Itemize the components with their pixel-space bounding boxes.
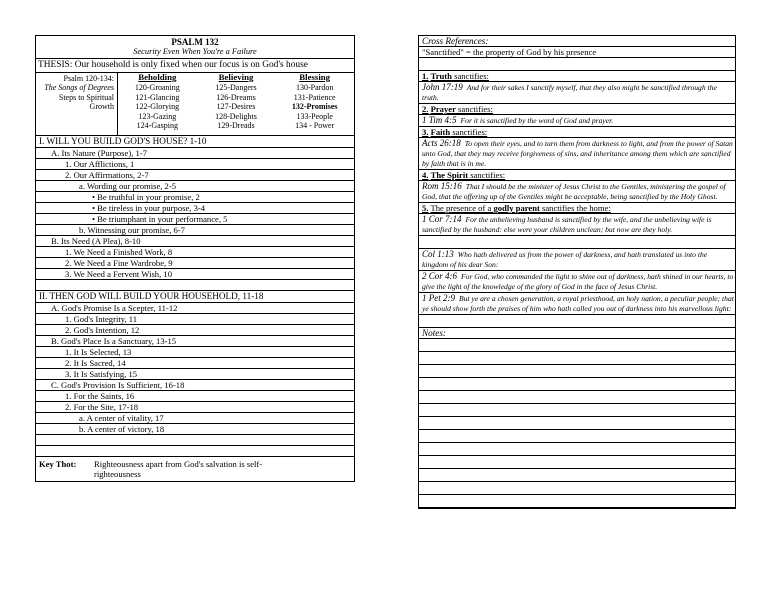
- grid-intro-line: The Songs of Degrees: [44, 83, 114, 93]
- notes-line[interactable]: [419, 495, 735, 508]
- notes-area: [419, 339, 735, 508]
- verse-ref: 2 Cor 4:6: [422, 271, 458, 281]
- heading-number: 1.: [422, 71, 429, 81]
- verse-1-pet-2-9: [419, 293, 735, 315]
- grid-item: 126-Dreams: [216, 92, 256, 102]
- outline-item: 1. It Is Selected, 13: [36, 347, 354, 358]
- outline-item: 1. We Need a Finished Work, 8: [36, 247, 354, 258]
- grid-item: 133-People: [296, 111, 333, 121]
- verse-ref: John 17:19: [422, 82, 463, 92]
- verse-text: To open their eyes, and to turn them from darkness to light, and from the power of Satan unto God, that they may receive forgiveness of sins, and inheritance among them which are sanctified by faith that is in me.: [422, 139, 733, 168]
- grid-item: 121-Glancing: [135, 92, 180, 102]
- blank-line: [36, 280, 354, 291]
- outline-item: • Be triumphant in your performance, 5: [36, 214, 354, 225]
- heading-keyword: godly parent: [493, 203, 540, 213]
- heading-rest: sanctifies:: [468, 170, 506, 180]
- heading-truth: [419, 71, 735, 82]
- grid-item: 127-Desires: [216, 102, 256, 112]
- outline-item: b. A center of victory, 18: [36, 424, 354, 435]
- heading-number: 2.: [422, 104, 429, 114]
- notes-line[interactable]: [419, 469, 735, 482]
- verse-ref: 1 Pet 2:9: [422, 293, 455, 303]
- heading-godly-parent: [419, 203, 735, 214]
- verse-acts-26-18: [419, 138, 735, 170]
- verse-ref: Acts 26:18: [422, 138, 461, 148]
- outline-item: • Be tireless in your purpose, 3-4: [36, 203, 354, 214]
- blank-line: [36, 435, 354, 446]
- key-thought-label: Key Thot:: [39, 459, 77, 469]
- outline-item: B. Its Need (A Plea), 8-10: [36, 236, 354, 247]
- outline-main-point: II. THEN GOD WILL BUILD YOUR HOUSEHOLD, 11-18: [36, 291, 354, 303]
- notes-line[interactable]: [419, 378, 735, 391]
- verse-ref: 1 Cor 7:14: [422, 214, 462, 224]
- outline-item: 2. It Is Sacred, 14: [36, 358, 354, 369]
- notes-line[interactable]: [419, 417, 735, 430]
- outline-section-1: [36, 136, 354, 280]
- outline-item: 2. God's Intention, 12: [36, 325, 354, 336]
- grid-heading: Believing: [218, 72, 254, 82]
- grid-intro: [36, 73, 118, 135]
- verse-rom-15-16: [419, 181, 735, 203]
- verse-col-1-13: [419, 249, 735, 271]
- notes-line[interactable]: [419, 404, 735, 417]
- grid-column-believing: [197, 73, 276, 135]
- verse-text: That I should be the minister of Jesus Christ to the Gentiles, ministering the gospel of God, that the offering up of the Gentiles might be acceptable, being sanctified by the Holy Ghost.: [422, 182, 726, 201]
- verse-text: For God, who commanded the light to shine out of darkness, hath shined in our hearts, to give the light of the knowledge of the glory of God in the face of Jesus Christ.: [422, 272, 734, 291]
- heading-keyword: The Spirit: [430, 170, 469, 180]
- cross-references-heading: Cross References:: [419, 36, 735, 47]
- notes-heading: Notes:: [419, 328, 735, 339]
- notes-line[interactable]: [419, 339, 735, 352]
- outline-item: • Be truthful in your promise, 2: [36, 192, 354, 203]
- grid-heading: Blessing: [299, 72, 331, 82]
- grid-intro-line: Psalm 120-134:: [63, 74, 114, 83]
- grid-item: 123-Gazing: [138, 111, 177, 121]
- heading-number: 4.: [422, 170, 429, 180]
- verse-2-cor-4-6: [419, 271, 735, 293]
- grid-item: 122-Glorying: [135, 102, 180, 112]
- outline-item: b. Witnessing our promise, 6-7: [36, 225, 354, 236]
- cross-references-panel: [418, 35, 736, 509]
- heading-number: 5.: [422, 203, 429, 213]
- verse-ref: Rom 15:16: [422, 181, 462, 191]
- heading-spirit: [419, 170, 735, 181]
- grid-item: 132-Promises: [291, 102, 338, 112]
- key-thought-line: Righteousness apart from God's salvation is self-: [94, 459, 263, 469]
- verse-ref: 1 Tim 4:5: [422, 115, 457, 125]
- verse-text: And for their sakes I sanctify myself, that they also might be sanctified through the truth.: [422, 83, 717, 102]
- heading-prayer: [419, 104, 735, 115]
- key-thought-text: [94, 459, 262, 479]
- thesis-line: THESIS: Our household is only fixed when our focus is on God's house: [36, 59, 354, 73]
- outline-section-2: [36, 291, 354, 435]
- outline-item: A. God's Promise Is a Scepter, 11-12: [36, 303, 354, 314]
- blank-line: [36, 446, 354, 457]
- outline-item: B. God's Place Is a Sanctuary, 13-15: [36, 336, 354, 347]
- outline-item: a. A center of vitality, 17: [36, 413, 354, 424]
- grid-item: 129-Dreads: [217, 121, 255, 131]
- heading-keyword: Prayer: [430, 104, 456, 114]
- grid-item: 120-Groaning: [134, 83, 180, 93]
- grid-item: 130-Pardon: [296, 83, 334, 93]
- heading-keyword: Faith: [430, 127, 451, 137]
- verse-text: For the unbelieving husband is sanctified by the wife, and the unbelieving wife is sanctified by the husband: else were your children unclean; but now are they holy.: [422, 215, 712, 234]
- outline-item: 3. We Need a Fervent Wish, 10: [36, 269, 354, 280]
- grid-item: 125-Dangers: [215, 83, 257, 93]
- verse-john-17-19: [419, 82, 735, 104]
- heading-rest: sanctifies:: [450, 127, 488, 137]
- blank-line: [419, 58, 735, 71]
- outline-item: 2. Our Affirmations, 2-7: [36, 170, 354, 181]
- heading-number: 3.: [422, 127, 429, 137]
- outline-main-point: I. WILL YOU BUILD GOD'S HOUSE? 1-10: [36, 136, 354, 148]
- notes-line[interactable]: [419, 352, 735, 365]
- heading-faith: [419, 127, 735, 138]
- page-title: PSALM 132: [171, 37, 219, 47]
- grid-intro-line: Steps to Spiritual: [58, 92, 114, 102]
- grid-item: 131-Patience: [293, 92, 336, 102]
- heading-rest: sanctifies:: [451, 71, 489, 81]
- grid-heading: Beholding: [138, 72, 177, 82]
- outline-item: C. God's Provision Is Sufficient, 16-18: [36, 380, 354, 391]
- outline-panel: [35, 35, 355, 482]
- verse-text: For it is sanctified by the word of God and prayer.: [460, 116, 614, 125]
- songs-of-degrees-grid: [36, 73, 354, 136]
- heading-rest: sanctifies:: [455, 104, 493, 114]
- outline-item: 1. Our Afflictions, 1: [36, 159, 354, 170]
- grid-intro-line: Growth: [89, 102, 114, 112]
- notes-line[interactable]: [419, 391, 735, 404]
- key-thought: [36, 457, 354, 481]
- grid-column-beholding: [118, 73, 197, 135]
- outline-item: 3. It Is Satisfying, 15: [36, 369, 354, 380]
- notes-line[interactable]: [419, 365, 735, 378]
- grid-item: 128-Delights: [215, 111, 257, 121]
- outline-item: 2. We Need a Fine Wardrobe, 9: [36, 258, 354, 269]
- outline-item: a. Wording our promise, 2-5: [36, 181, 354, 192]
- verse-text: Who hath delivered us from the power of darkness, and hath translated us into the kingdom of his dear Son:: [422, 250, 708, 269]
- verse-1-cor-7-14: [419, 214, 735, 236]
- heading-rest: sanctifies the home:: [539, 203, 611, 213]
- page-subtitle: Security Even When You're a Failure: [36, 47, 354, 59]
- blank-line: [419, 315, 735, 328]
- heading-prefix: The presence of a: [430, 203, 494, 213]
- sanctified-definition: "Sanctified" = the property of God by his presence: [419, 47, 735, 58]
- grid-item: 134 - Power: [295, 121, 335, 131]
- outline-item: A. Its Nature (Purpose), 1-7: [36, 148, 354, 159]
- notes-line[interactable]: [419, 482, 735, 495]
- blank-line: [419, 236, 735, 249]
- heading-keyword: Truth: [430, 71, 452, 81]
- outline-item: 2. For the Site, 17-18: [36, 402, 354, 413]
- notes-line[interactable]: [419, 430, 735, 443]
- outline-item: 1. God's Integrity, 11: [36, 314, 354, 325]
- notes-line[interactable]: [419, 456, 735, 469]
- outline-item: 1. For the Saints, 16: [36, 391, 354, 402]
- grid-column-blessing: [275, 73, 354, 135]
- key-thought-line: righteousness: [94, 469, 141, 479]
- grid-item: 124-Gasping: [136, 121, 178, 131]
- verse-ref: Col 1:13: [422, 249, 454, 259]
- verse-text: But ye are a chosen generation, a royal priesthood, an holy nation, a peculiar people; that ye should show forth the praises of him who hath called you out of darkness into his marvellous light:: [422, 294, 734, 313]
- notes-line[interactable]: [419, 443, 735, 456]
- verse-1-tim-4-5: [419, 115, 735, 127]
